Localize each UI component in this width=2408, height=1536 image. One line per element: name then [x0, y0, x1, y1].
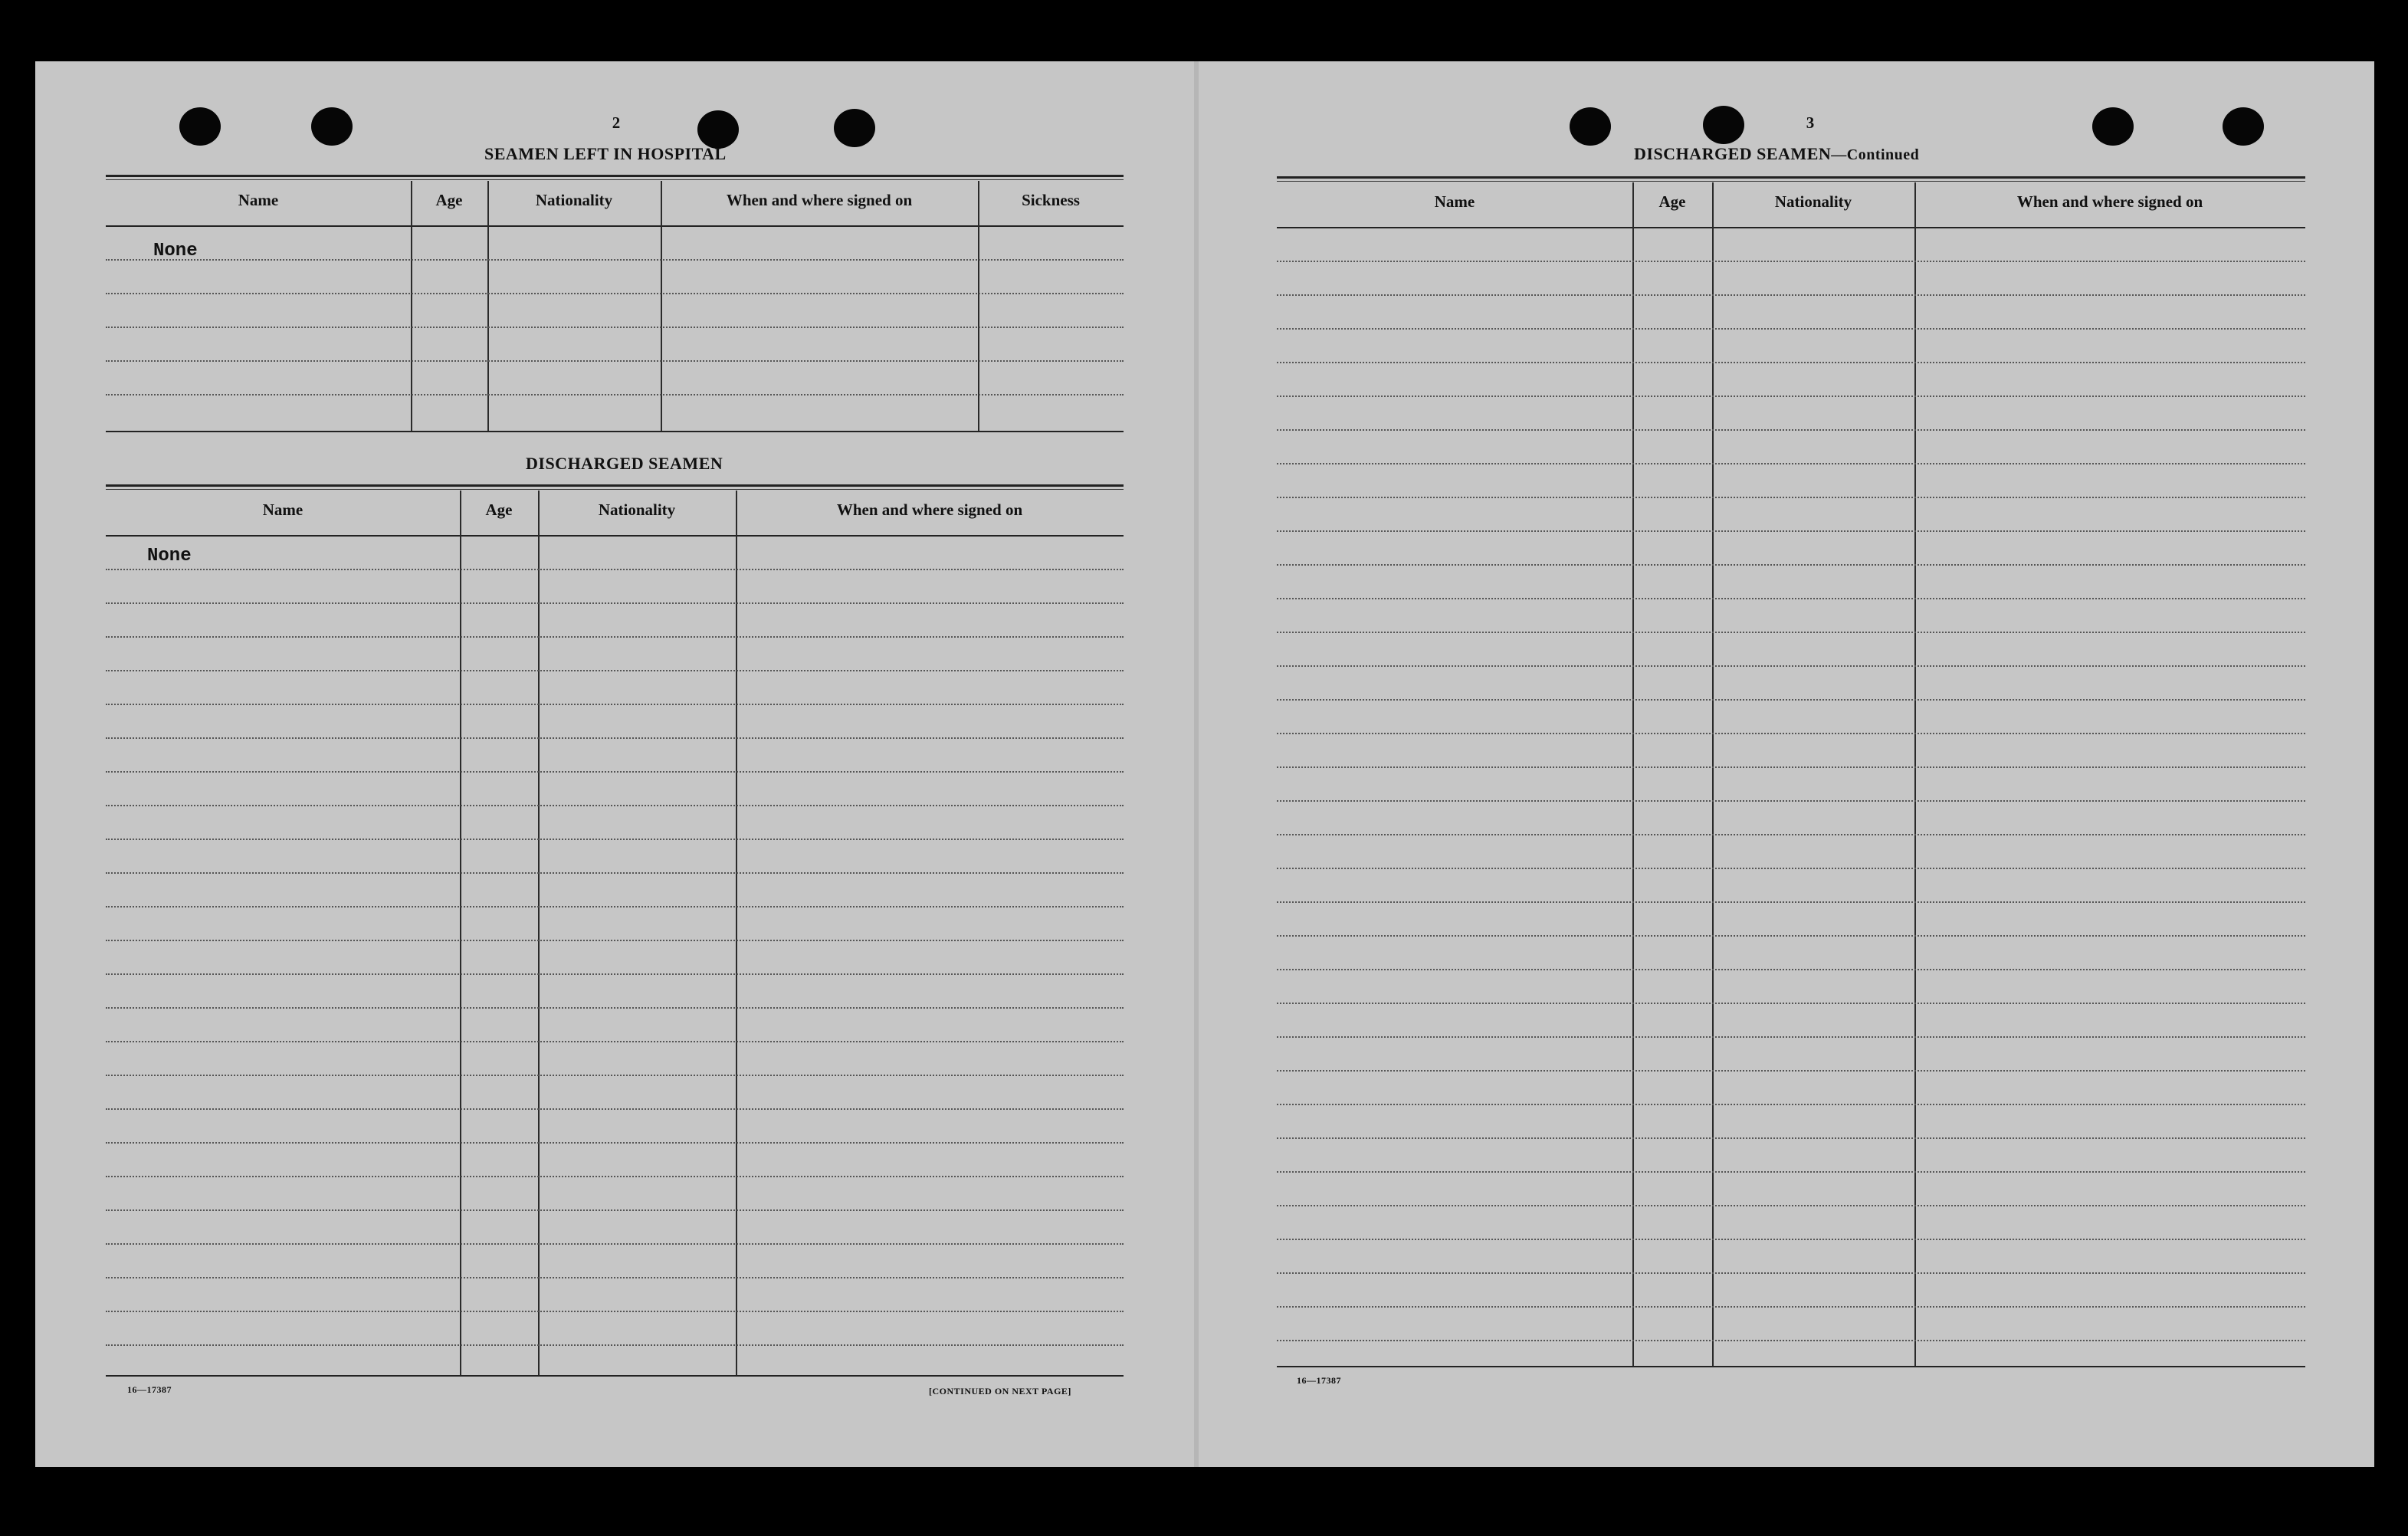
table-row: [106, 906, 1124, 907]
table-top-rule-thin: [1277, 181, 2305, 182]
table-row: [1277, 429, 2305, 431]
table-bottom-rule: [1277, 1366, 2305, 1367]
table-row: [1277, 1239, 2305, 1240]
table-row: [106, 569, 1124, 570]
table-top-rule: [106, 484, 1124, 487]
table-row: [1277, 800, 2305, 802]
discharged-continued-title: [1634, 144, 1919, 164]
table-row: [1277, 699, 2305, 701]
discharged-section-title: DISCHARGED SEAMEN: [526, 454, 723, 473]
punch-hole: [2223, 107, 2264, 146]
table-row: [106, 259, 1124, 261]
table-row: [1277, 530, 2305, 532]
right-page-number: 3: [1806, 113, 1815, 132]
table-row: [1277, 328, 2305, 330]
table-row: [106, 1041, 1124, 1042]
table-row: [1277, 868, 2305, 869]
table-row: [106, 602, 1124, 604]
column-header-nationality: Nationality: [535, 191, 613, 209]
table-row: [106, 636, 1124, 638]
table-header-rule: [106, 535, 1124, 537]
table-row: [1277, 1104, 2305, 1105]
column-header-nationality: Nationality: [1774, 192, 1852, 211]
punch-hole: [834, 109, 875, 147]
table-row: [106, 973, 1124, 975]
column-header-name: Name: [1434, 192, 1475, 211]
table-row: [1277, 901, 2305, 903]
table-row: [106, 1142, 1124, 1144]
column-header-when-and-where-signed-on: When and where signed on: [836, 501, 1023, 519]
punch-hole: [179, 107, 221, 146]
table-row: [1277, 598, 2305, 599]
table-top-rule: [1277, 176, 2305, 179]
column-header-when-and-where-signed-on: When and where signed on: [726, 191, 913, 209]
table-row: [106, 1311, 1124, 1312]
punch-hole: [697, 110, 739, 149]
table-row: [1277, 969, 2305, 970]
table-row: [1277, 294, 2305, 296]
table-row: [1277, 1003, 2305, 1004]
page-fold: [1194, 61, 1199, 1467]
hospital-entry-name: None: [153, 241, 198, 261]
table-row: [106, 940, 1124, 941]
table-row: [1277, 665, 2305, 667]
punch-hole: [1703, 106, 1744, 144]
table-bottom-rule: [106, 1375, 1124, 1377]
column-header-age: Age: [1658, 192, 1686, 211]
column-header-name: Name: [238, 191, 279, 209]
left-form-number: 16—17387: [127, 1384, 172, 1395]
table-row: [106, 771, 1124, 773]
table-row: [106, 1075, 1124, 1076]
table-row: [106, 737, 1124, 739]
table-row: [106, 1209, 1124, 1211]
table-row: [1277, 395, 2305, 397]
table-row: [106, 1277, 1124, 1278]
table-row: [106, 1243, 1124, 1245]
table-column-divider: [460, 491, 461, 1375]
table-row: [106, 1108, 1124, 1110]
document-sheet: [35, 61, 2374, 1467]
table-row: [1277, 935, 2305, 937]
column-header-age: Age: [435, 191, 463, 209]
table-row: [106, 839, 1124, 840]
table-row: [1277, 1171, 2305, 1173]
discharged-continued-title-suffix: —Continued: [1831, 146, 1920, 163]
table-row: [1277, 1340, 2305, 1341]
discharged-continued-title-main: DISCHARGED SEAMEN: [1634, 144, 1832, 163]
table-row: [106, 394, 1124, 395]
table-row: [106, 1176, 1124, 1177]
table-top-rule-thin: [106, 179, 1124, 180]
table-column-divider: [538, 491, 540, 1375]
table-row: [106, 360, 1124, 362]
punch-hole: [1570, 107, 1611, 146]
punch-hole: [2092, 107, 2134, 146]
table-row: [1277, 733, 2305, 734]
table-row: [1277, 1070, 2305, 1072]
table-header-rule: [106, 225, 1124, 227]
table-row: [1277, 1036, 2305, 1038]
punch-hole: [311, 107, 353, 146]
table-row: [106, 293, 1124, 294]
table-column-divider: [1914, 182, 1916, 1366]
table-column-divider: [1632, 182, 1634, 1366]
table-row: [106, 805, 1124, 806]
table-row: [1277, 497, 2305, 498]
table-row: [1277, 261, 2305, 262]
column-header-when-and-where-signed-on: When and where signed on: [2016, 192, 2203, 211]
right-form-number: 16—17387: [1297, 1375, 1341, 1386]
column-header-sickness: Sickness: [1022, 191, 1080, 209]
table-row: [106, 1344, 1124, 1346]
table-row: [106, 872, 1124, 874]
column-header-name: Name: [262, 501, 303, 519]
table-row: [1277, 1306, 2305, 1308]
table-row: [1277, 1137, 2305, 1139]
table-row: [106, 704, 1124, 705]
table-row: [1277, 564, 2305, 566]
column-header-nationality: Nationality: [598, 501, 676, 519]
column-header-age: Age: [485, 501, 513, 519]
table-bottom-rule: [106, 431, 1124, 432]
table-top-rule-thin: [106, 489, 1124, 490]
table-row: [106, 670, 1124, 671]
table-column-divider: [1712, 182, 1714, 1366]
continued-note: [CONTINUED ON NEXT PAGE]: [929, 1386, 1071, 1397]
table-row: [1277, 1272, 2305, 1274]
table-row: [106, 1007, 1124, 1009]
table-row: [1277, 463, 2305, 464]
hospital-section-title: SEAMEN LEFT IN HOSPITAL: [484, 144, 727, 163]
table-top-rule: [106, 175, 1124, 177]
discharged-entry-name: None: [147, 546, 192, 566]
table-header-rule: [1277, 227, 2305, 228]
table-row: [1277, 362, 2305, 363]
table-row: [1277, 1205, 2305, 1206]
table-row: [1277, 632, 2305, 633]
table-row: [106, 327, 1124, 328]
left-page-number: 2: [612, 113, 621, 132]
table-column-divider: [736, 491, 737, 1375]
table-row: [1277, 834, 2305, 835]
table-row: [1277, 766, 2305, 768]
